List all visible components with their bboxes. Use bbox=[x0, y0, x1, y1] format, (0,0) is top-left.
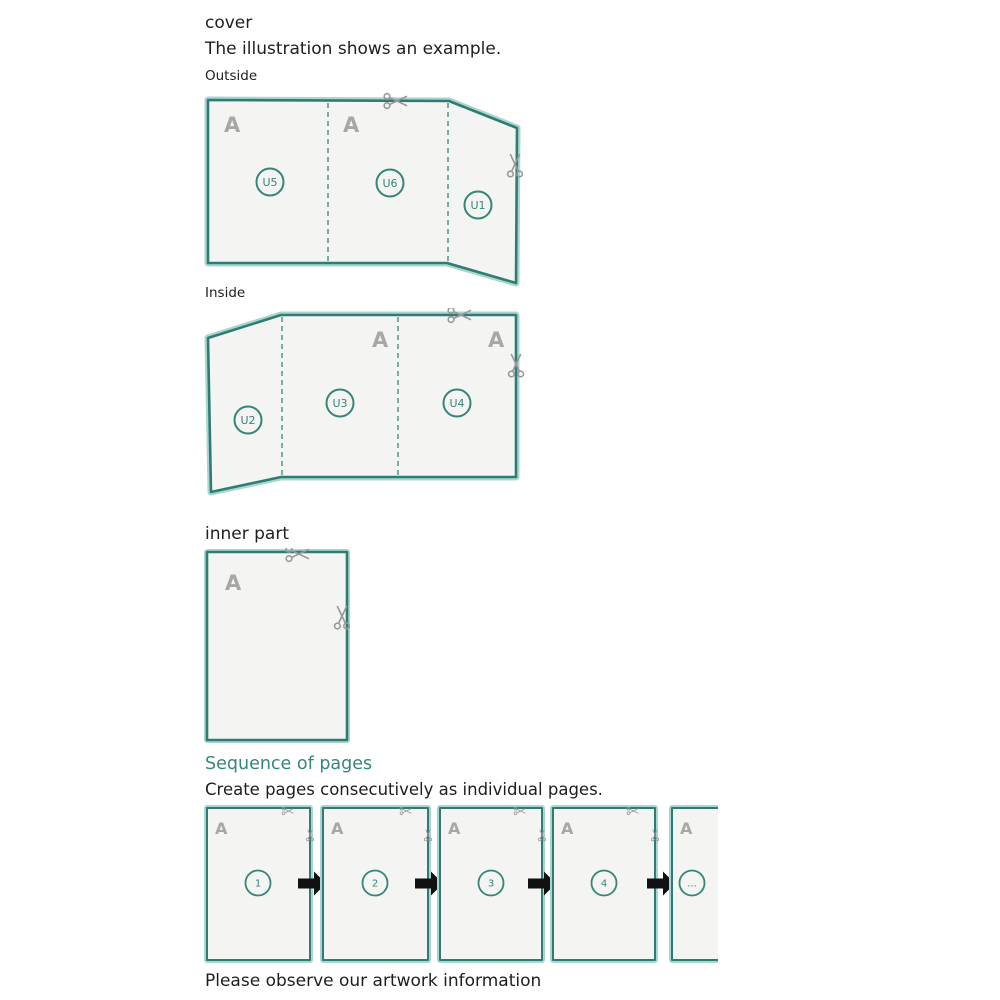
page-marker: A bbox=[680, 819, 693, 838]
sequence-description: Create pages consecutively as individual pages. bbox=[205, 780, 603, 799]
cover-heading: cover bbox=[205, 13, 253, 33]
inner-part-diagram bbox=[200, 548, 360, 748]
inside-label: Inside bbox=[205, 285, 246, 301]
page-marker: A bbox=[225, 571, 242, 595]
svg-text:3: 3 bbox=[487, 878, 495, 890]
svg-text:U1: U1 bbox=[470, 198, 486, 212]
sequence-page-1 bbox=[207, 807, 314, 960]
page-marker: A bbox=[215, 819, 228, 838]
cover-sheet bbox=[208, 100, 517, 283]
svg-text:U5: U5 bbox=[262, 175, 278, 189]
unit-badge-u2 bbox=[235, 407, 262, 434]
unit-badge-u1 bbox=[465, 192, 492, 219]
svg-text:U3: U3 bbox=[332, 396, 348, 410]
outside-diagram bbox=[200, 92, 530, 294]
page-marker: A bbox=[488, 328, 505, 352]
footer-note: Please observe our artwork information bbox=[205, 971, 542, 991]
unit-badge-u4 bbox=[444, 390, 471, 417]
svg-text:1: 1 bbox=[254, 878, 262, 890]
sequence-heading: Sequence of pages bbox=[205, 754, 373, 774]
cover-description: The illustration shows an example. bbox=[205, 39, 502, 59]
page-number-badge bbox=[680, 871, 705, 896]
page-number-badge bbox=[246, 871, 271, 896]
page-marker: A bbox=[448, 819, 461, 838]
sequence-diagram bbox=[200, 804, 718, 964]
page-marker: A bbox=[561, 819, 574, 838]
page-number-badge bbox=[363, 871, 388, 896]
unit-badge-u6 bbox=[377, 170, 404, 197]
inner-part-heading: inner part bbox=[205, 524, 289, 544]
page-marker: A bbox=[331, 819, 344, 838]
svg-text:...: ... bbox=[687, 878, 697, 890]
page-number-badge bbox=[592, 871, 617, 896]
svg-text:U4: U4 bbox=[449, 396, 465, 410]
unit-badge-u3 bbox=[327, 390, 354, 417]
page-marker: A bbox=[372, 328, 389, 352]
sequence-page-4 bbox=[553, 807, 659, 960]
svg-text:4: 4 bbox=[600, 878, 608, 890]
outside-label: Outside bbox=[205, 68, 258, 84]
inside-diagram bbox=[200, 308, 530, 504]
svg-text:U6: U6 bbox=[382, 176, 398, 190]
page-number-badge bbox=[479, 871, 504, 896]
svg-text:2: 2 bbox=[371, 878, 379, 890]
unit-badge-u5 bbox=[257, 169, 284, 196]
page-marker: A bbox=[224, 113, 241, 137]
page-marker: A bbox=[343, 113, 360, 137]
sequence-page-more bbox=[672, 808, 718, 960]
svg-text:U2: U2 bbox=[240, 413, 256, 427]
